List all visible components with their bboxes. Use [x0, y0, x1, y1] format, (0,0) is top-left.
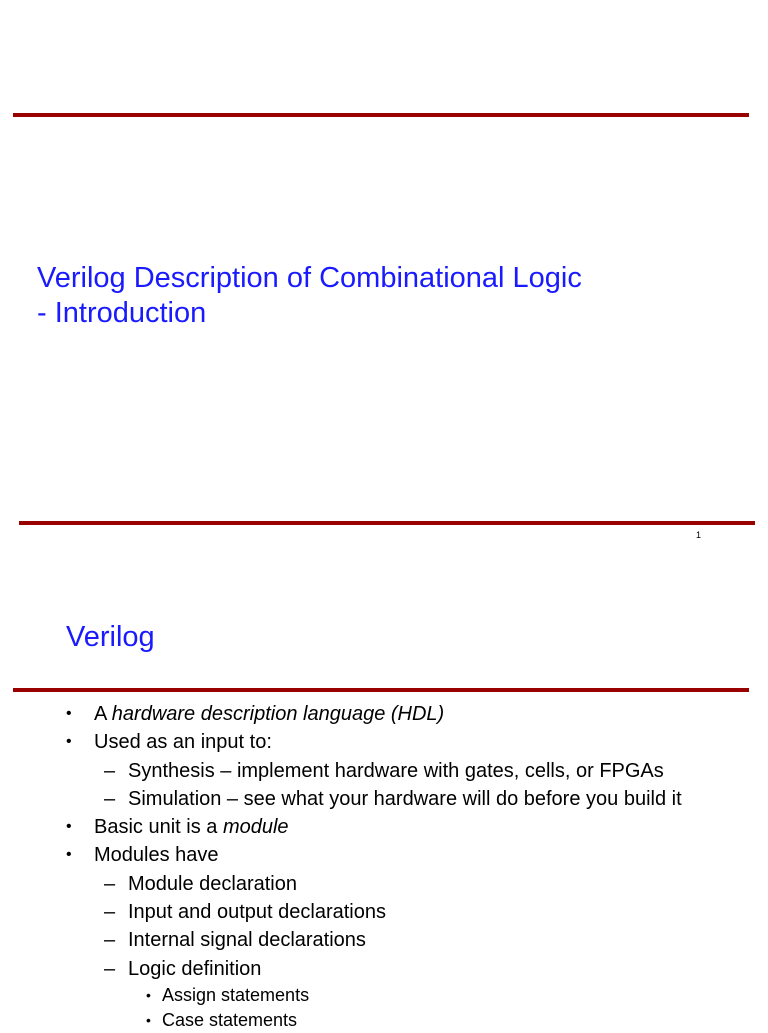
slide2-bullet-list — [58, 700, 758, 1033]
bullet-basic-unit: • Basic unit is a module — [58, 813, 758, 841]
sub-sub-bullet-assign: • Assign statements — [58, 983, 758, 1008]
sub-bullet-internal-signals: – Internal signal declarations — [58, 926, 758, 954]
slide1-title-line2: - Introduction — [37, 297, 207, 329]
sub-bullet-module-declaration: – Module declaration — [58, 870, 758, 898]
slide2-top-rule — [13, 688, 749, 692]
slide1-title — [37, 261, 582, 331]
sub-bullet-simulation: – Simulation – see what your hardware will do before you build it — [58, 785, 758, 813]
sub-bullet-synthesis: – Synthesis – implement hardware with gates, cells, or FPGAs — [58, 757, 758, 785]
bullet-modules-have: • Modules have — [58, 841, 758, 869]
sub-bullet-io-declarations: – Input and output declarations — [58, 898, 758, 926]
slide2-title: Verilog — [66, 621, 155, 653]
bullet-hdl: • A hardware description language (HDL) — [58, 700, 758, 728]
slide1-bottom-rule — [19, 521, 755, 525]
sub-sub-bullet-case: • Case statements — [58, 1008, 758, 1033]
sub-bullet-logic-definition: – Logic definition — [58, 955, 758, 983]
page-number: 1 — [696, 530, 702, 540]
slide1-top-rule — [13, 113, 749, 117]
slide1-title-line1: Verilog Description of Combinational Logic — [37, 262, 582, 294]
bullet-input: • Used as an input to: — [58, 728, 758, 756]
